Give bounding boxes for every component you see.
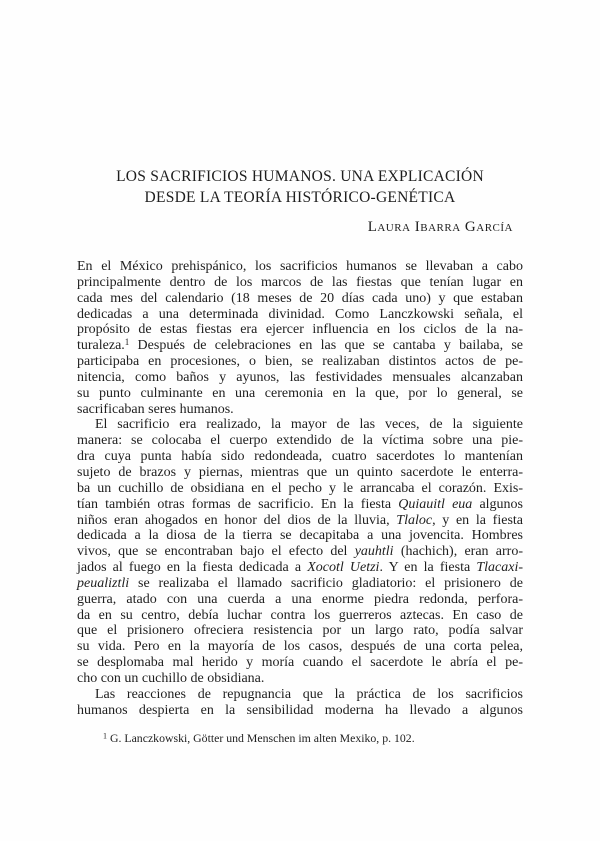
text-run: ba un cuchillo de obsidiana en el pecho y le arrancaba el corazón. Exis-	[77, 480, 523, 496]
text-line	[77, 259, 523, 275]
italic-term: Tlacaxi-	[476, 560, 523, 576]
text-line	[77, 528, 523, 544]
text-line	[77, 449, 523, 465]
text-run: vivos, que se encontraban bajo el efecto del	[77, 544, 355, 560]
text-run: tían también otras formas de sacrificio. En la fiesta	[77, 496, 399, 512]
text-run: propósito de estas fiestas era ejercer influencia en los ciclos de la na-	[77, 322, 523, 338]
text-line	[77, 291, 523, 307]
text-line	[77, 513, 523, 529]
text-line	[77, 608, 523, 624]
italic-term: Quiauitl eua	[398, 496, 473, 512]
text-run: turaleza.	[77, 338, 125, 354]
text-line	[77, 307, 523, 323]
body-paragraph	[77, 687, 523, 719]
text-line	[77, 322, 523, 338]
body-paragraph	[77, 417, 523, 686]
text-run: . Y en la fiesta	[379, 560, 477, 576]
text-run: dra cuya punta había sido redondeada, cuatro sacerdotes lo mantenían	[77, 449, 523, 465]
text-line	[77, 465, 523, 481]
footnote-reference: 1	[124, 337, 130, 348]
italic-term: Xocotl Uetzi	[307, 560, 380, 576]
footnote-marker: 1	[103, 731, 107, 741]
text-line	[77, 402, 523, 418]
text-line	[77, 386, 523, 402]
text-line	[77, 544, 523, 560]
text-run: Después de celebraciones en las que se cantaba y bailaba, se	[129, 338, 523, 354]
footnote	[77, 731, 523, 745]
author-name: Laura Ibarra García	[367, 219, 513, 235]
text-run: sujeto de brazos y piernas, mientras que un quinto sacerdote le enterra-	[77, 464, 523, 480]
text-run: dedicadas a una determinada divinidad. Como Lanczkowski señala, el	[77, 306, 523, 322]
text-run: humanos despierta en la sensibilidad moderna ha llevado a algunos	[77, 702, 523, 718]
text-line	[77, 433, 523, 449]
text-run: jados al fuego en la fiesta dedicada a	[77, 560, 308, 576]
body-paragraph	[77, 259, 523, 417]
text-line	[77, 639, 523, 655]
text-run: manera: se colocaba el cuerpo extendido de la víctima sobre una pie-	[77, 433, 523, 449]
text-run: da en su centro, debía luchar contra los guerreros aztecas. En caso de	[77, 607, 523, 623]
text-run: guerra, atado con una cuerda a una enorme piedra redonda, perfora-	[77, 591, 523, 607]
text-run: cho con un cuchillo de obsidiana.	[77, 670, 265, 686]
italic-term: Tlaloc	[396, 512, 433, 528]
text-run: dedicada a la diosa de la tierra se decapitaba a una jovencita. Hombres	[77, 528, 523, 544]
text-run: algunos	[472, 496, 523, 512]
text-run: se desplomaba mal herido y moría cuando el sacerdote le abría el pe-	[77, 655, 523, 671]
text-run: se realizaba el llamado sacrificio gladiatorio: el prisionero de	[129, 575, 523, 591]
text-run: su punto culminante en una ceremonia en la que, por lo general, se	[77, 385, 523, 401]
text-line	[77, 417, 523, 433]
text-run: que el prisionero ofreciera resistencia por un largo rato, podía salvar	[77, 623, 523, 639]
text-line	[77, 497, 523, 513]
text-line	[77, 354, 523, 370]
text-run: (hachich), eran arro-	[393, 544, 523, 560]
text-line	[77, 703, 523, 719]
text-run: participaba en procesiones, o bien, se realizaban distintos actos de pe-	[77, 354, 523, 370]
article-title	[77, 167, 523, 208]
text-run: Las reacciones de repugnancia que la práctica de los sacrificios	[95, 686, 523, 702]
text-run: niños eran ahogados en honor del dios de la lluvia,	[77, 512, 397, 528]
article-body	[77, 259, 523, 718]
article-title-line-1: LOS SACRIFICIOS HUMANOS. UNA EXPLICACIÓN	[116, 168, 484, 185]
footnote-text: G. Lanczkowski, Götter und Menschen im alten Mexiko, p. 102.	[107, 731, 415, 745]
text-run: principalmente dentro de los marcos de las fiestas que tenían lugar en	[77, 274, 523, 290]
text-line	[77, 370, 523, 386]
text-line	[77, 560, 523, 576]
article-title-line-2: DESDE LA TEORÍA HISTÓRICO-GENÉTICA	[144, 188, 456, 206]
text-run: nitencia, como baños y ayunos, las festividades mensuales alcanzaban	[77, 369, 523, 385]
text-line	[77, 592, 523, 608]
text-line	[77, 481, 523, 497]
italic-term: peualiztli	[77, 575, 130, 591]
text-run: cada mes del calendario (18 meses de 20 días cada uno) y que estaban	[77, 290, 523, 306]
text-run: En el México prehispánico, los sacrificios humanos se llevaban a cabo	[77, 259, 523, 274]
text-line	[77, 623, 523, 639]
text-line	[77, 275, 523, 291]
text-line	[77, 338, 523, 354]
text-line	[77, 671, 523, 687]
text-line	[77, 655, 523, 671]
text-run: su vida. Pero en la mayoría de los casos, después de una corta pelea,	[77, 639, 523, 655]
text-line	[77, 576, 523, 592]
text-run: El sacrificio era realizado, la mayor de las veces, de la siguiente	[95, 417, 523, 433]
text-line	[77, 687, 523, 703]
text-run: , y en la fiesta	[432, 512, 523, 528]
italic-term: yauhtli	[354, 544, 394, 560]
text-run: sacrificaban seres humanos.	[77, 401, 234, 417]
